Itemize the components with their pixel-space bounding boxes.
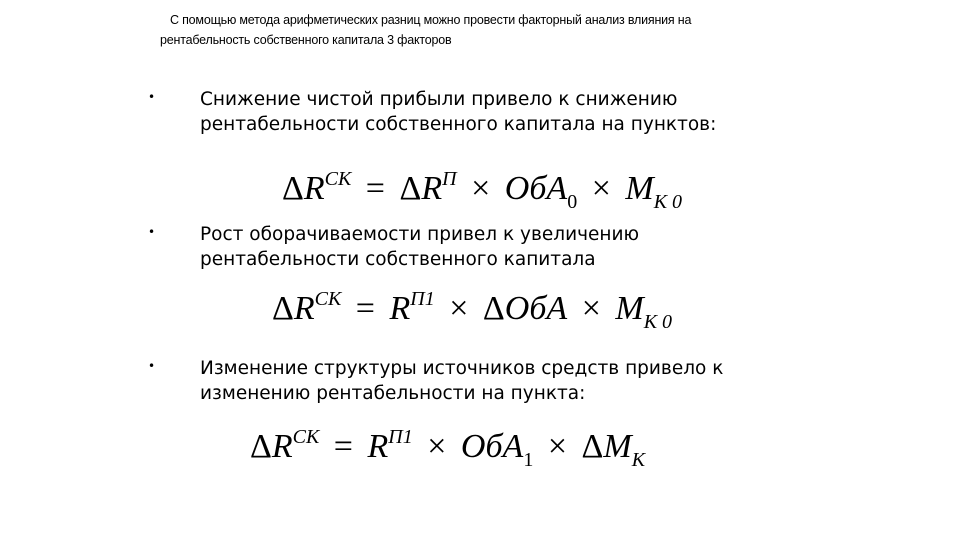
bullet-1-line-1: Снижение чистой прибыли привело к снижению bbox=[200, 89, 678, 110]
title-line-1: С помощью метода арифметических разниц можно провести факторный анализ влияния на bbox=[170, 13, 692, 27]
formula-sub: К 0 bbox=[653, 191, 682, 213]
formula-2 bbox=[272, 288, 672, 333]
formula-sup: СК bbox=[314, 288, 342, 310]
bullet-marker: • bbox=[148, 225, 156, 239]
formula-var: M bbox=[615, 290, 644, 327]
delta-symbol: Δ bbox=[272, 290, 294, 327]
times-sign: × bbox=[547, 428, 567, 465]
times-sign: × bbox=[427, 428, 447, 465]
bullet-1-line-2: рентабельности собственного капитала на пунктов: bbox=[200, 114, 717, 135]
delta-symbol: Δ bbox=[482, 290, 505, 327]
bullet-3-line-1: Изменение структуры источников средств привело к bbox=[200, 358, 724, 379]
delta-symbol: Δ bbox=[250, 428, 272, 465]
delta-symbol: Δ bbox=[282, 170, 304, 207]
formula-var: R bbox=[303, 170, 325, 207]
bullet-marker: • bbox=[148, 90, 156, 104]
formula-sub: 1 bbox=[523, 449, 534, 471]
bullet-2-line-1: Рост оборачиваемости привел к увеличению bbox=[200, 224, 640, 245]
formula-var: M bbox=[625, 170, 654, 207]
bullet-text-1 bbox=[200, 87, 820, 137]
formula-sub: К 0 bbox=[643, 311, 672, 333]
times-sign: × bbox=[471, 170, 491, 207]
formula-3 bbox=[250, 426, 645, 471]
equals-sign: = bbox=[333, 428, 353, 465]
times-sign: × bbox=[591, 170, 611, 207]
delta-symbol: Δ bbox=[581, 428, 604, 465]
formula-1 bbox=[282, 168, 682, 213]
bullet-marker: • bbox=[148, 359, 156, 373]
formula-sub: К bbox=[631, 449, 645, 471]
formula-var: M bbox=[603, 428, 632, 465]
bullet-3-line-2: изменению рентабельности на пункта: bbox=[200, 383, 586, 404]
slide-title bbox=[160, 10, 840, 50]
formula-var: R bbox=[421, 170, 443, 207]
formula-sub: 0 bbox=[567, 191, 578, 213]
formula-sup: П1 bbox=[410, 288, 435, 310]
bullet-2-line-2: рентабельности собственного капитала bbox=[200, 249, 596, 270]
delta-symbol: Δ bbox=[399, 170, 422, 207]
bullet-text-2 bbox=[200, 222, 820, 272]
times-sign: × bbox=[581, 290, 601, 327]
times-sign: × bbox=[449, 290, 469, 327]
formula-var: ОбА bbox=[460, 428, 524, 465]
formula-sup: П1 bbox=[388, 426, 413, 448]
formula-sup: СК bbox=[292, 426, 320, 448]
formula-var: R bbox=[367, 428, 389, 465]
formula-var: ОбА bbox=[504, 290, 568, 327]
formula-var: R bbox=[271, 428, 293, 465]
formula-sup: СК bbox=[324, 168, 352, 190]
formula-sup: П bbox=[442, 168, 457, 190]
formula-var: R bbox=[389, 290, 411, 327]
formula-var: R bbox=[293, 290, 315, 327]
equals-sign: = bbox=[365, 170, 385, 207]
formula-var: ОбА bbox=[504, 170, 568, 207]
equals-sign: = bbox=[355, 290, 375, 327]
bullet-text-3 bbox=[200, 356, 820, 406]
title-line-2: рентабельность собственного капитала 3 факторов bbox=[160, 33, 452, 47]
